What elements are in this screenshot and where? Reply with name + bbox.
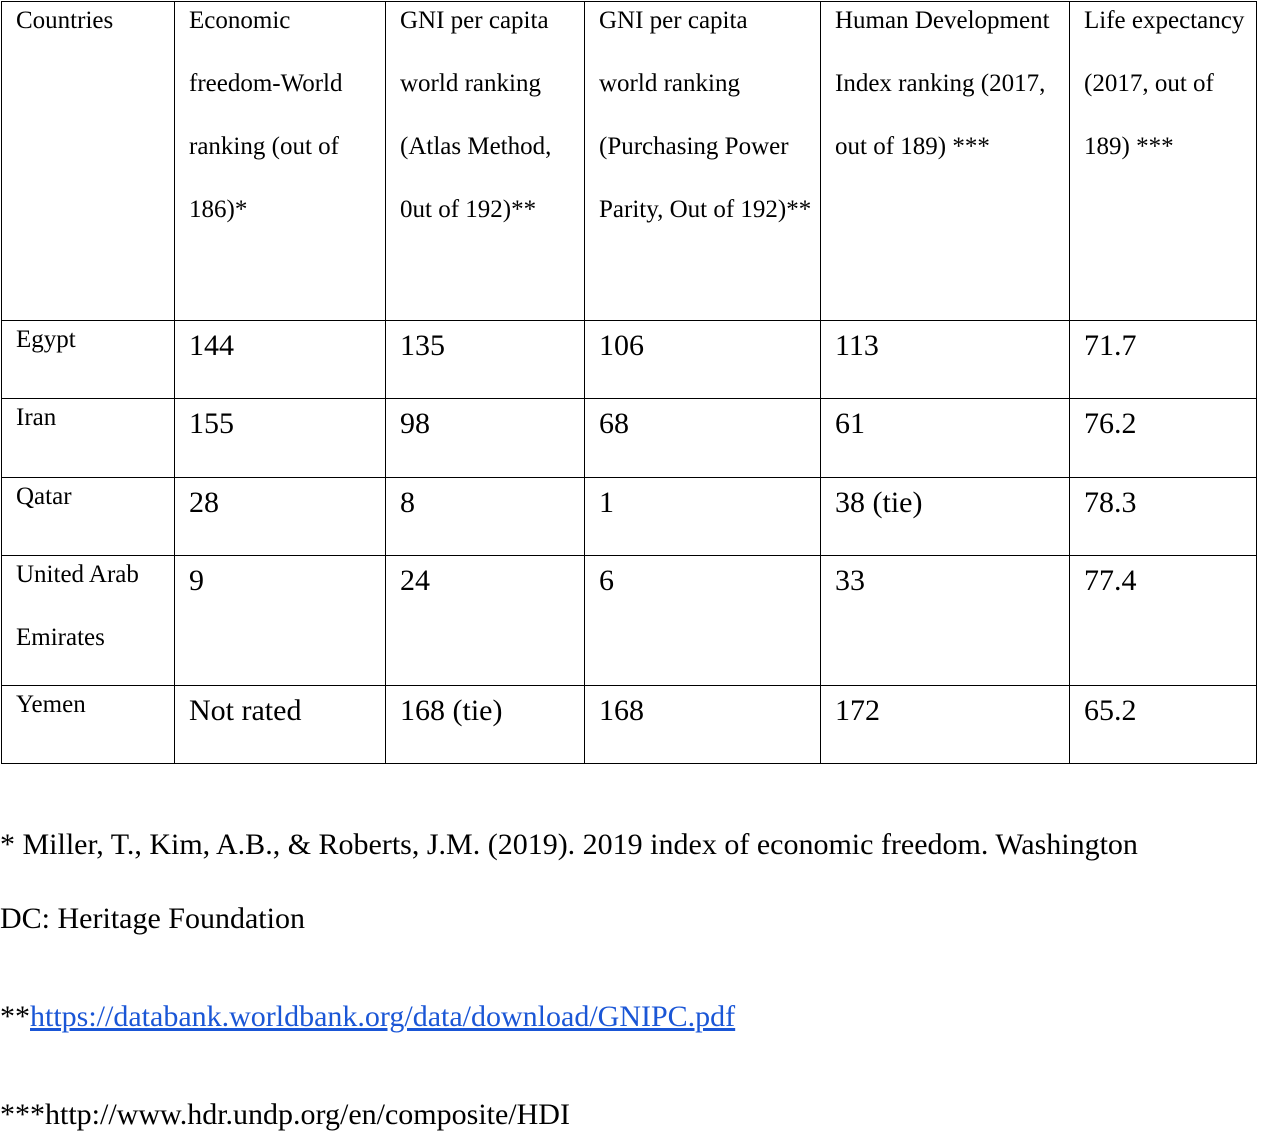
header-countries: Countries — [2, 2, 175, 321]
header-life-expectancy: Life expectancy (2017, out of 189) *** — [1070, 2, 1257, 321]
table-row — [2, 478, 1257, 556]
table-cell: 28 — [175, 478, 386, 556]
table-cell: 9 — [175, 556, 386, 686]
table-cell: 33 — [821, 556, 1070, 686]
country-cell: United Arab Emirates — [2, 556, 175, 686]
table-row — [2, 556, 1257, 686]
table-cell: 65.2 — [1070, 686, 1257, 764]
table-row — [2, 399, 1257, 478]
table-cell: 168 (tie) — [386, 686, 585, 764]
table-cell: 168 — [585, 686, 821, 764]
table-cell: 106 — [585, 321, 821, 399]
table-cell: 6 — [585, 556, 821, 686]
footnote-worldbank-marker: ** — [0, 1000, 30, 1033]
table-cell: 144 — [175, 321, 386, 399]
table-cell: 61 — [821, 399, 1070, 478]
country-cell: Iran — [2, 399, 175, 478]
table-row — [2, 686, 1257, 764]
table-cell: 77.4 — [1070, 556, 1257, 686]
header-hdi: Human Development Index ranking (2017, out of 189) *** — [821, 2, 1070, 321]
footnote-heritage-line2: DC: Heritage Foundation — [0, 902, 305, 935]
header-gni-ppp: GNI per capita world ranking (Purchasing Power Parity, Out of 192)** — [585, 2, 821, 321]
table-cell: 98 — [386, 399, 585, 478]
table-cell: 24 — [386, 556, 585, 686]
worldbank-link[interactable]: https://databank.worldbank.org/data/download/GNIPC.pdf — [30, 1000, 736, 1033]
table-cell: Not rated — [175, 686, 386, 764]
footnote-undp: ***http://www.hdr.undp.org/en/composite/HDI — [0, 1098, 570, 1131]
country-cell: Egypt — [2, 321, 175, 399]
table-cell: 76.2 — [1070, 399, 1257, 478]
table-cell: 1 — [585, 478, 821, 556]
footnote-worldbank — [0, 998, 735, 1036]
table-cell: 135 — [386, 321, 585, 399]
table-cell: 172 — [821, 686, 1070, 764]
country-cell: Qatar — [2, 478, 175, 556]
table-cell: 8 — [386, 478, 585, 556]
table-cell: 155 — [175, 399, 386, 478]
table-cell: 68 — [585, 399, 821, 478]
data-table — [1, 1, 1257, 764]
table-cell: 113 — [821, 321, 1070, 399]
header-gni-atlas: GNI per capita world ranking (Atlas Method, 0ut of 192)** — [386, 2, 585, 321]
table-cell: 71.7 — [1070, 321, 1257, 399]
table-row — [2, 321, 1257, 399]
table-cell: 38 (tie) — [821, 478, 1070, 556]
header-row — [2, 2, 1257, 321]
country-cell: Yemen — [2, 686, 175, 764]
footnote-heritage-line1: * Miller, T., Kim, A.B., & Roberts, J.M. (2019). 2019 index of economic freedom. Washington — [0, 828, 1138, 861]
table-cell: 78.3 — [1070, 478, 1257, 556]
header-economic-freedom: Economic freedom-World ranking (out of 186)* — [175, 2, 386, 321]
